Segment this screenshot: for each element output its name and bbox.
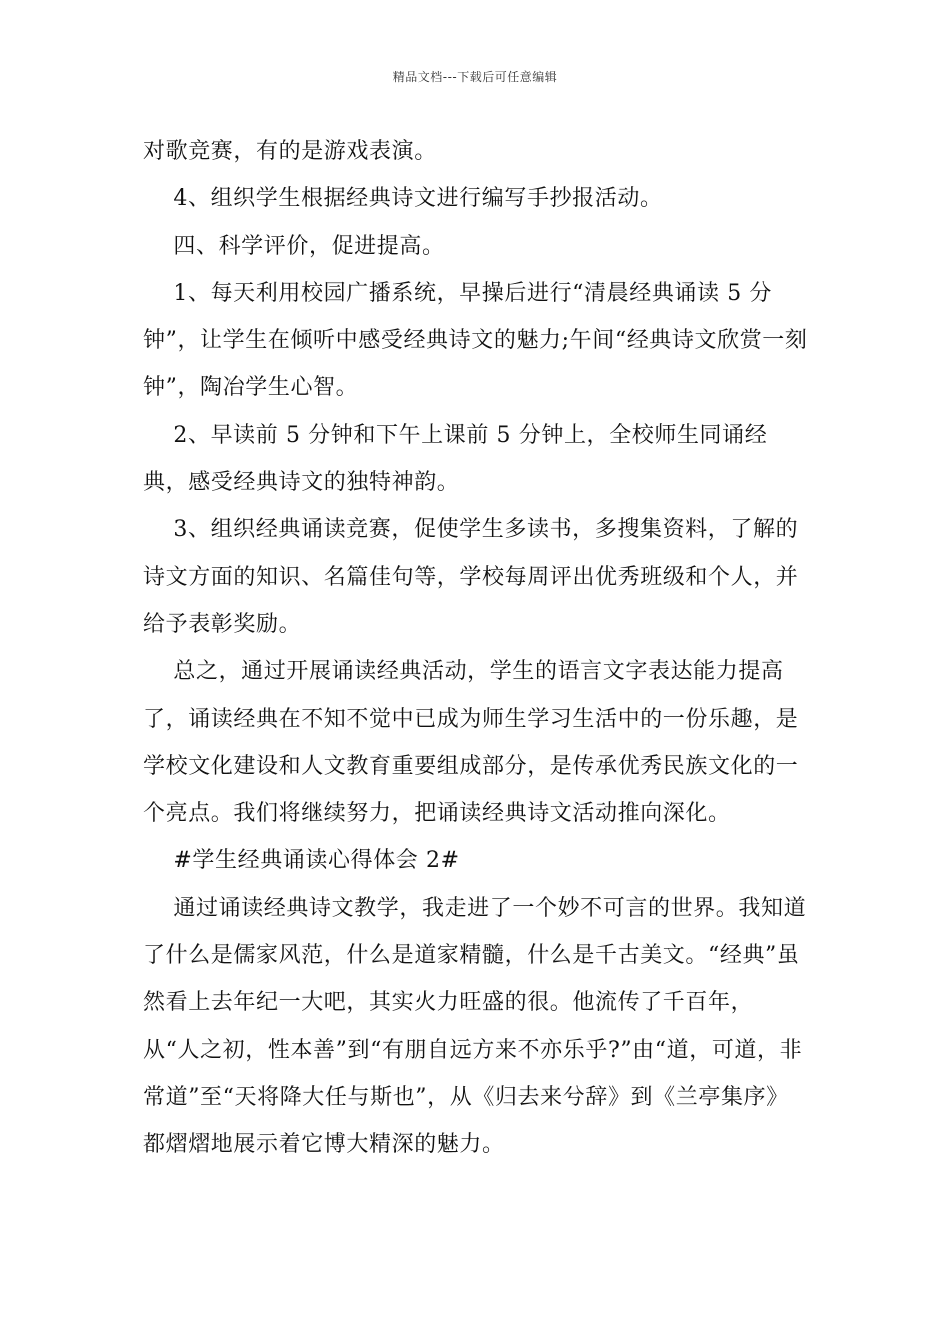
page-header: 精品文档---下载后可任意编辑 (392, 70, 558, 84)
paragraph-item-4: 4、组织学生根据经典诗文进行编写手抄报活动。 (143, 186, 663, 212)
section-heading-4: 四、科学评价，促进提高。 (143, 233, 445, 259)
paragraph-eval-2: 2、早读前 5 分钟和下午上课前 5 分钟上，全校师生同诵经典，感受经典诗文的独特神韵。 (143, 422, 768, 496)
paragraph-reflection: 通过诵读经典诗文教学，我走进了一个妙不可言的世界。我知道了什么是儒家风范，什么是道家精髓，什么是千古美文。“经典”虽然看上去年纪一大吧，其实火力旺盛的很。他流传了千百年，从“人之初，性本善”到“有朋自远方来不亦乐乎?”由“道，可道，非常道”至“天将降大任与斯也”，从《归去来兮辞》到《兰亭集序》都熠熠地展示着它博大精深的魅力。 (143, 895, 807, 1158)
paragraph-continuation: 对歌竞赛，有的是游戏表演。 (143, 139, 437, 164)
paragraph-summary: 总之，通过开展诵读经典活动，学生的语言文字表达能力提高了，诵读经典在不知不觉中已成为师生学习生活中的一份乐趣，是学校文化建设和人文教育重要组成部分，是传承优秀民族文化的一个亮点。我们将继续努力，把诵读经典诗文活动推向深化。 (143, 659, 799, 827)
paragraph-eval-1: 1、每天利用校园广播系统，早操后进行“清晨经典诵读 5 分钟”，让学生在倾听中感受经典诗文的魅力;午间“经典诗文欣赏一刻钟”，陶冶学生心智。 (143, 280, 808, 401)
paragraph-eval-3: 3、组织经典诵读竞赛，促使学生多读书，多搜集资料，了解的诗文方面的知识、名篇佳句等，学校每周评出优秀班级和个人，并给予表彰奖励。 (143, 517, 799, 637)
section-title-2: #学生经典诵读心得体会 2# (143, 848, 460, 874)
document-body (143, 128, 808, 1169)
